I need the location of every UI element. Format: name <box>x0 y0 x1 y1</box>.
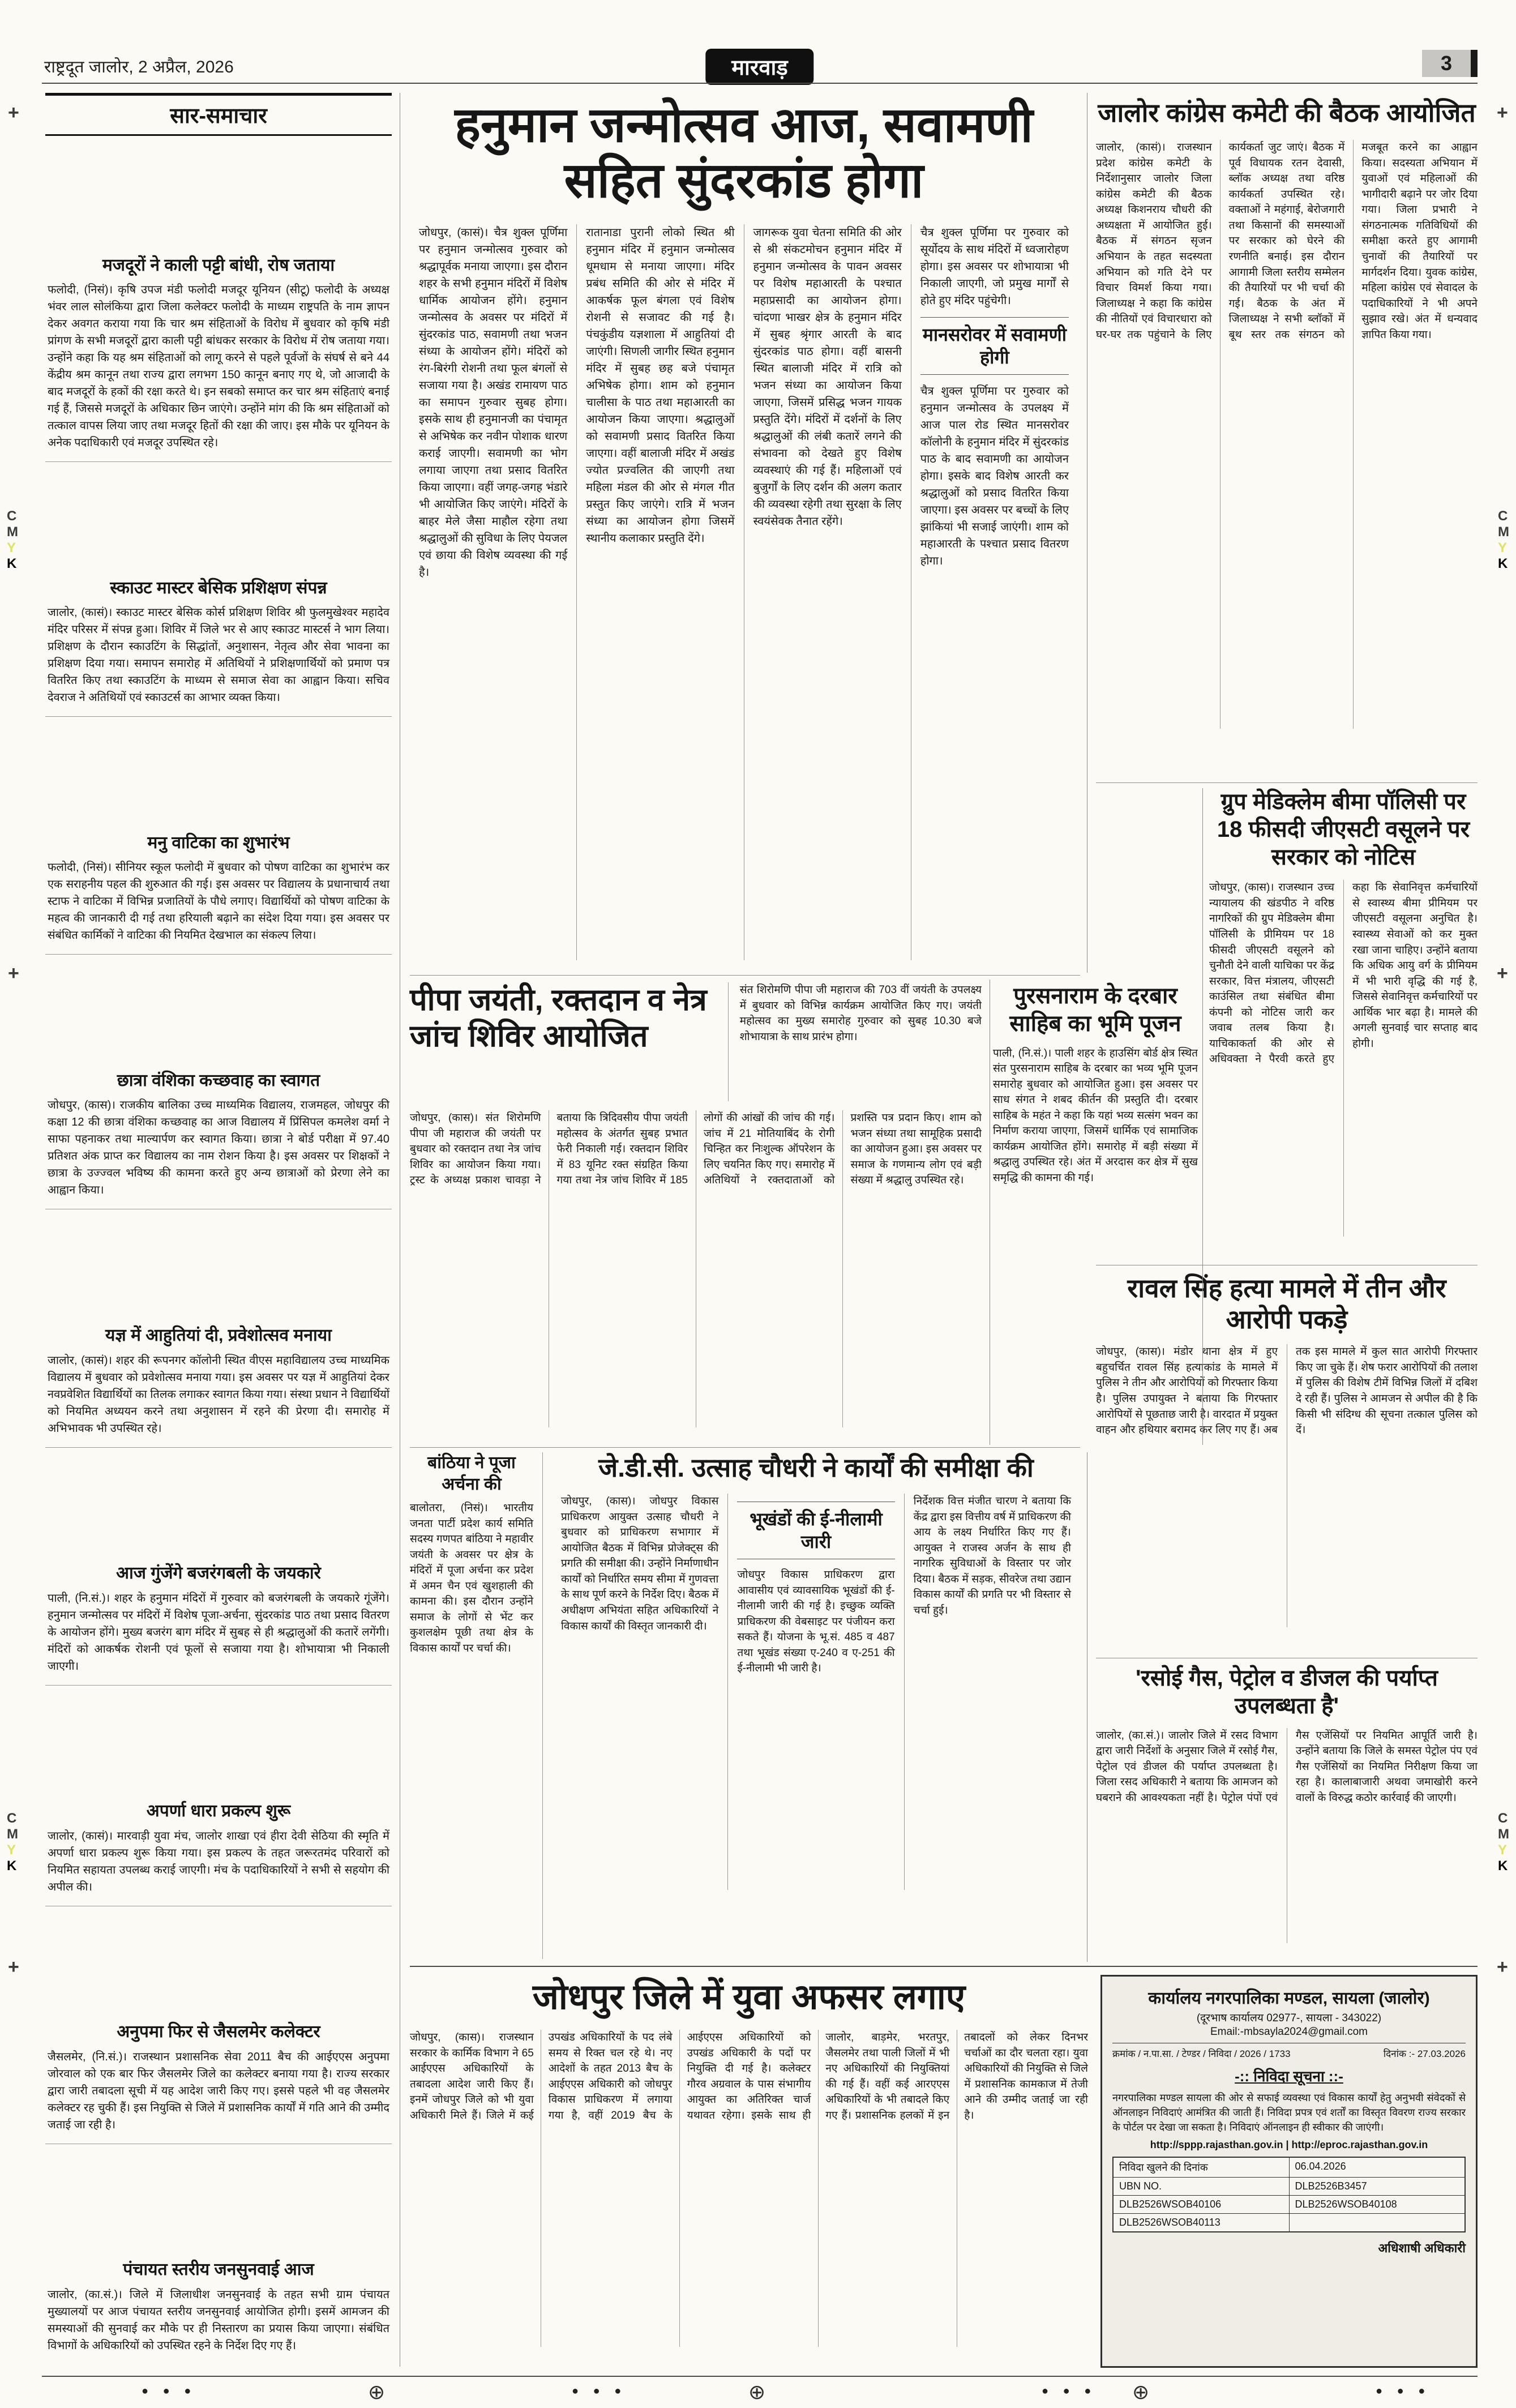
jdc-headline: जे.डी.सी. उत्साह चौधरी ने कार्यों की समीक्षा की <box>598 1453 1034 1482</box>
enilami-headline: भूखंडों की ई-नीलामी जारी <box>737 1502 894 1559</box>
main-article-col-2 <box>576 224 743 960</box>
jdc-col-1 <box>552 1494 727 1890</box>
main-article-col-1 <box>410 224 576 960</box>
registration-cross-icon: + <box>8 1956 19 1978</box>
news-brief <box>45 570 392 717</box>
magenta-mark: M <box>7 1827 18 1842</box>
section-rule <box>410 1966 1478 1967</box>
youth-officers-headline: जोधपुर जिले में युवा अफसर लगाए <box>532 1978 966 2017</box>
jdc-text: निर्देशक वित्त मंजीत चारण ने बताया कि केंद्र द्वारा इस वित्तीय वर्ष में प्राधिकरण की आय के लक्ष्य निर्धारित किए गए हैं। आयुक्त ने राजस्व अर्जन के साथ ही नागरिक सुविधाओं के विस्तार पर जोर दिया। बैठक में सड़क, सीवरेज तथा उद्यान विकास कार्यों की प्रगति पर भी विस्तार से चर्चा हुई। <box>913 1495 1071 1617</box>
rawal-body: जोधपुर, (कास)। मंडोर थाना क्षेत्र में हुए बहुचर्चित रावल सिंह हत्याकांड के मामले में पुलिस ने तीन और आरोपियों को गिरफ्तार किया है। पुलिस उपायुक्त ने बताया कि गिरफ्तार आरोपियों से पूछताछ जारी है। वारदात में प्रयुक्त वाहन और हथियार बरामद कर लिए गए हैं। अब तक इस मामले में कुल सात आरोपी गिरफ्तार किए जा चुके हैं। शेष फरार आरोपियों की तलाश में पुलिस की विशेष टीमें विभिन्न जिलों में दबिश दे रही हैं। पुलिस ने आमजन से अपील की है कि किसी भी संदिग्ध की सूचना तत्काल पुलिस को दें। <box>1096 1346 1478 1436</box>
banthia-headline: बांठिया ने पूजा अर्चना की <box>427 1453 516 1494</box>
ubn-label: UBN NO. <box>1119 2180 1162 2192</box>
main-article-text: जोधपुर, (कासं)। चैत्र शुक्ल पूर्णिमा पर हनुमान जन्मोत्सव गुरुवार को श्रद्धापूर्वक मनाया जाएगा। इस दौरान शहर के सभी हनुमान मंदिरों में विशेष धार्मिक आयोजन होंगे। हनुमान जन्मोत्सव के अवसर पर मंदिरों में सुंदरकांड पाठ, सवामणी तथा भजन संध्या के आयोजन होंगे। मंदिरों को रंग-बिरंगी रोशनी तथा फूल बंगलों से सजाया गया है। अखंड रामायण पाठ का समापन गुरुवार सुबह होगा। इसके साथ ही हनुमानजी का पंचामृत से अभिषेक कर नवीन पोशाक धारण कराई जाएगी। सवामणी का भोग लगाया जाएगा तथा प्रसाद वितरित किया जाएगा। वहीं जगह-जगह भंडारे भी आयोजित किए जाएंगे। मंदिरों के बाहर मेले जैसा माहौल रहेगा तथा श्रद्धालुओं की सुविधा के लिए पेयजल एवं छाया की विशेष व्यवस्था की गई है। <box>419 226 568 579</box>
youth-officers-article <box>410 1977 1088 2367</box>
enilami-text: जोधपुर विकास प्राधिकरण द्वारा आवासीय एवं व्यावसायिक भूखंडों की ई-नीलामी जारी की गई है। इच्छुक व्यक्ति प्राधिकरण की वेबसाइट पर पंजीयन करा सकते हैं। योजना के भू.सं. 485 व 487 तथा भूखंड संख्या ए-240 व ए-251 की ई-नीलामी भी जारी है। <box>737 1569 895 1675</box>
banthia-body: बालोतरा, (निसं)। भारतीय जनता पार्टी प्रदेश कार्य समिति सदस्य गणपत बांठिया ने महावीर जयंती के अवसर पर क्षेत्र के मंदिरों में पूजा अर्चना कर प्रदेश में अमन चैन एवं खुशहाली की कामना की। इस दौरान उन्होंने समाज के लोगों से भेंट कर कुशलक्षेम पूछी तथा क्षेत्र के विकास कार्यों पर चर्चा की। <box>410 1502 533 1654</box>
main-article-text: रातानाडा पुरानी लोको स्थित श्री हनुमान मंदिर में हनुमान जन्मोत्सव धूमधाम से मनाया जाएगा। मंदिर प्रबंध समिति की ओर से मंदिर में आकर्षक फूल बंगला एवं विशेष रोशनी से सजावट की गई है। पंचकुंडीय यज्ञशाला में आहुतियां दी जाएंगी। सिणली जागीर स्थित हनुमान मंदिर में सुबह छह बजे पंचामृत अभिषेक होगा। शाम को हनुमान चालीसा के पाठ तथा महाआरती का आयोजन किया जाएगा। श्रद्धालुओं को सवामणी प्रसाद वितरित किया जाएगा। वहीं बालाजी मंदिर में अखंड ज्योत प्रज्वलित की जाएगी तथा महिला मंडल की ओर से मंगल गीत प्रस्तुत किए जाएंगे। रात्रि में भजन संध्या का आयोजन होगा जिसमें स्थानीय कलाकार प्रस्तुति देंगे। <box>586 226 735 545</box>
news-brief <box>45 1317 392 1448</box>
news-brief <box>45 247 392 463</box>
registration-cross-icon: + <box>1497 963 1508 984</box>
brief-body: पाली, (नि.सं.)। शहर के हनुमान मंदिरों में गुरुवार को बजरंगबली के जयकारे गूंजेंगे। हनुमान जन्मोत्सव पर मंदिरों में विशेष पूजा-अर्चना, सुंदरकांड पाठ तथा प्रसाद वितरण के आयोजन होंगे। मुख्य बजरंग बाग मंदिर में सुबह से ही श्रद्धालुओं की कतारें लगेंगी। मंदिरों को आकर्षक रोशनी एवं फूलों से सजाया गया है। शोभायात्रा भी निकाली जाएगी। <box>48 1592 389 1673</box>
main-article-text: जागरूक युवा चेतना समिति की ओर से श्री संकटमोचन हनुमान मंदिर में हनुमान जन्मोत्सव के पावन अवसर पर विशेष महाआरती के पश्चात महाप्रसादी का आयोजन होगा। चांदणा भाखर क्षेत्र के हनुमान मंदिर में सुबह श्रृंगार आरती के बाद सुंदरकांड पाठ होगा। वहीं बासनी स्थित बालाजी मंदिर में रात्रि को भजन संध्या का आयोजन किया जाएगा, जिसमें प्रसिद्ध भजन गायक प्रस्तुति देंगे। मंदिरों में दर्शनों के लिए श्रद्धालुओं की लंबी कतारें लगने की संभावना को देखते हुए विशेष व्यवस्थाएं की गई हैं। महिलाओं एवं बुजुर्गों के लिए दर्शन की अलग कतार की व्यवस्था रहेगी तथा सुरक्षा के लिए स्वयंसेवक तैनात रहेंगे। <box>753 226 902 528</box>
tender-office: कार्यालय नगरपालिका मण्डल, सायला (जालोर) <box>1148 1989 1430 2008</box>
brief-body: जालोर, (का.सं.)। जिले में जिलाधीश जनसुनवाई के तहत सभी ग्राम पंचायत मुख्यालयों पर आज पंचायत स्तरीय जनसुनवाई आयोजित होगी। इसमें आमजन की समस्याओं की सुनवाई कर मौके पर ही निस्तारण का प्रयास किया जाएगा। संबंधित विभागों के अधिकारियों को उपस्थित रहने के निर्देश दिए गए हैं। <box>48 2288 389 2352</box>
black-mark: K <box>7 1858 17 1874</box>
black-mark: K <box>1498 556 1508 571</box>
pipa-lead: संत शिरोमणि पीपा जी महाराज की 703 वीं जयंती के उपलक्ष्य में बुधवार को विभिन्न कार्यक्रम आयोजित किए गए। जयंती महोत्सव का मुख्य समारोह गुरुवार को सुबह 10.30 बजे शोभायात्रा के साथ प्रारंभ होगा। <box>739 984 982 1043</box>
registration-dots: ● ● ● <box>142 2385 197 2397</box>
brief-body: जालोर, (कासं)। शहर की रूपनगर कॉलोनी स्थित वीएस महाविद्यालय उच्च माध्यमिक विद्यालय में बुधवार को प्रवेशोत्सव मनाया गया। इस अवसर पर यज्ञ में आहुतियां देकर नवप्रवेशित विद्यार्थियों का तिलक लगाकर स्वागत किया गया। संस्था प्रधान ने विद्यार्थियों को नियमित अध्ययन करने तथा अनुशासन में रहने की प्रेरणा दी। समारोह में अभिभावक भी उपस्थित रहे। <box>48 1354 389 1435</box>
cyan-mark: C <box>7 508 17 524</box>
jdc-text: जोधपुर, (कास)। जोधपुर विकास प्राधिकरण आयुक्त उत्साह चौधरी ने बुधवार को प्राधिकरण सभागार में आयोजित बैठक में विभिन्न प्रोजेक्ट्स की प्रगति की समीक्षा की। उन्होंने निर्माणाधीन कार्यों को निर्धारित समय सीमा में गुणवत्ता के साथ पूर्ण करने के निर्देश दिए। बैठक में अधीक्षण अभियंता सहित अधिकारियों ने विकास कार्यों की विस्तृत जानकारी दी। <box>561 1495 719 1632</box>
congress-headline: जालोर कांग्रेस कमेटी की बैठक आयोजित <box>1098 98 1476 127</box>
brief-body: जोधपुर, (कास)। राजकीय बालिका उच्च माध्यमिक विद्यालय, राजमहल, जोधपुर की कक्षा 12 की छात्रा वंशिका कच्छवाह का आज विद्यालय में प्रिंसिपल कमलेश वर्मा ने साफा पहनाकर तथा माल्यार्पण कर स्वागत किया। छात्रा ने बोर्ड परीक्षा में 97.40 प्रतिशत अंक प्राप्त कर विद्यालय का नाम रोशन किया है। इस अवसर पर शिक्षकों ने छात्रा के उज्ज्वल भविष्य की कामना करते हुए अन्य छात्राओं को प्रेरणा लेने का आह्वान किया। <box>48 1099 389 1197</box>
section-rule <box>410 1447 1080 1448</box>
brief-headline: स्काउट मास्टर बेसिक प्रशिक्षण संपन्न <box>110 578 327 597</box>
main-article <box>410 97 1078 969</box>
jdc-col-3 <box>904 1494 1080 1890</box>
main-article-text: चैत्र शुक्ल पूर्णिमा पर गुरुवार को सूर्योदय के साथ मंदिरों में ध्वजारोहण होगा। इस अवसर पर शोभायात्रा भी निकाली जाएगी, जो प्रमुख मार्गों से होते हुए मंदिर पहुंचेगी। <box>920 226 1069 307</box>
masthead <box>42 49 1478 80</box>
registration-target-icon: ⊕ <box>748 2380 766 2403</box>
rawal-article <box>1096 1273 1478 1646</box>
news-brief <box>45 1793 392 1906</box>
registration-cross-icon: + <box>8 102 19 123</box>
column-rule <box>1202 788 1203 1445</box>
tender-email: Email:-mbsayla2024@gmail.com <box>1210 2026 1368 2038</box>
section-rule <box>410 975 1080 976</box>
tender-body: नगरपालिका मण्डल सायला की ओर से सफाई व्यवस्था एवं विकास कार्यों हेतु अनुभवी संवेदकों से ऑनलाइन निविदाएं आमंत्रित की जाती हैं। निविदा प्रपत्र एवं शर्तों का विस्तृत विवरण राज्य सरकार के पोर्टल पर देखा जा सकता है। निविदाएं ऑनलाइन ही स्वीकार की जाएंगी। <box>1112 2092 1466 2133</box>
pipa-article <box>410 982 982 1441</box>
brief-headline: आज गुंजेंगे बजरंगबली के जयकारे <box>116 1564 321 1583</box>
tender-address: (दूरभाष कार्यालय 02977-, सायला - 343022) <box>1196 2012 1382 2024</box>
brief-headline: पंचायत स्तरीय जनसुनवाई आज <box>123 2260 314 2279</box>
mediclaim-headline: ग्रुप मेडिक्लेम बीमा पॉलिसी पर 18 फीसदी जीएसटी वसूलने पर सरकार को नोटिस <box>1217 789 1470 870</box>
news-brief-column <box>45 93 392 2364</box>
cmyk-strip <box>1498 1812 1509 1873</box>
news-brief <box>45 1555 392 1686</box>
main-article-col-4 <box>911 224 1078 960</box>
brief-body: जालोर, (कासं)। स्काउट मास्टर बेसिक कोर्स प्रशिक्षण शिविर श्री फुलमुखेश्वर महादेव मंदिर परिसर में संपन्न हुआ। शिविर में जिले भर से आए स्काउट मास्टर्स ने भाग लिया। प्रशिक्षण के दौरान स्काउटिंग के सिद्धांतों, अनुशासन, नेतृत्व और सेवा भावना का प्रशिक्षण दिया गया। समापन समारोह में अतिथियों ने प्रशिक्षणार्थियों को प्रमाण पत्र वितरित किए तथा स्काउटिंग के माध्यम से समाज सेवा का आह्वान किया। सचिव देवराज ने अतिथियों एवं स्काउटर्स का आभार व्यक्त किया। <box>48 606 389 704</box>
cmyk-strip <box>7 510 18 571</box>
tender-title: -:: निविदा सूचना ::- <box>1235 2068 1343 2085</box>
magenta-mark: M <box>1498 524 1509 540</box>
sub-article-text: चैत्र शुक्ल पूर्णिमा पर गुरुवार को हनुमान जन्मोत्सव के उपलक्ष्य में आज पाल रोड स्थित मानसरोवर कॉलोनी के हनुमान मंदिर में सुंदरकांड पाठ के बाद सवामणी का आयोजन होगा। इसके बाद विशेष आरती कर श्रद्धालुओं को प्रसाद वितरित किया जाएगा। इस अवसर पर बच्चों के लिए झांकियां भी सजाई जाएंगी। शाम को महाआरती के पश्चात प्रसाद वितरण होगा। <box>920 385 1069 568</box>
tender-table <box>1112 2157 1466 2232</box>
yellow-mark: Y <box>1498 1842 1508 1858</box>
registration-target-icon: ⊕ <box>368 2380 386 2403</box>
pipa-headline: पीपा जयंती, रक्तदान व नेत्र जांच शिविर आयोजित <box>410 983 707 1053</box>
section-header: सार-समाचार <box>45 93 392 136</box>
mediclaim-body: जोधपुर, (कास)। राजस्थान उच्च न्यायालय की खंडपीठ ने वरिष्ठ नागरिकों की ग्रुप मेडिक्लेम बीमा पॉलिसी के प्रीमियम पर 18 फीसदी जीएसटी वसूलने को चुनौती देने वाली याचिका पर केंद्र सरकार, वित्त मंत्रालय, जीएसटी काउंसिल तथा संबंधित बीमा कंपनी को नोटिस जारी कर जवाब तलब किया है। याचिकाकर्ता की ओर से अधिवक्ता ने पैरवी करते हुए कहा कि सेवानिवृत्त कर्मचारियों से स्वास्थ्य बीमा प्रीमियम पर जीएसटी वसूलना अनुचित है। स्वास्थ्य सेवाओं को कर मुक्त रखा जाना चाहिए। उन्होंने बताया कि अधिक आयु वर्ग के प्रीमियम में भी भारी वृद्धि की गई है, जिससे सेवानिवृत्त कर्मचारियों पर आर्थिक भार बढ़ा है। मामले की अगली सुनवाई चार सप्ताह बाद होगी। <box>1209 882 1478 1066</box>
ubn-number: DLB2526WSOB40108 <box>1289 2196 1465 2213</box>
magenta-mark: M <box>1498 1827 1509 1842</box>
news-brief <box>45 2251 392 2364</box>
footer-rule <box>42 2376 1478 2377</box>
magenta-mark: M <box>7 524 18 540</box>
tender-signature: अधिशाषी अधिकारी <box>1378 2241 1466 2256</box>
news-brief <box>45 2013 392 2144</box>
brief-headline: छात्रा वंशिका कच्छवाह का स्वागत <box>117 1071 320 1090</box>
registration-cross-icon: + <box>1497 1956 1508 1978</box>
pursanaram-body: पाली, (नि.सं.)। पाली शहर के हाउसिंग बोर्ड क्षेत्र स्थित संत पुरसनाराम साहिब के दरबार का भव्य भूमि पूजन समारोह बुधवार को आयोजित हुआ। इस अवसर पर साध संगत ने शबद कीर्तन की प्रस्तुति दी। दरबार साहिब के महंत ने कहा कि यहां भव्य सत्संग भवन का निर्माण कराया जाएगा, जिसमें धार्मिक एवं सामाजिक कार्यक्रम आयोजित होंगे। समारोह में बड़ी संख्या में श्रद्धालु उपस्थित रहे। अंत में अरदास कर क्षेत्र में सुख समृद्धि की कामना की गई। <box>993 1047 1198 1184</box>
registration-cross-icon: + <box>8 963 19 984</box>
brief-headline: अपर्णा धारा प्रकल्प शुरू <box>146 1802 291 1821</box>
brief-body: जैसलमेर, (नि.सं.)। राजस्थान प्रशासनिक सेवा 2011 बैच की आईएएस अनुपमा जोरवाल को एक बार फिर जैसलमेर जिले का कलेक्टर बनाया गया है। राज्य सरकार द्वारा जारी तबादला सूची में यह आदेश जारी किए गए। इससे पहले भी वह जैसलमेर कलेक्टर रह चुकी हैं। इस नियुक्ति से जिले में प्रशासनिक कार्यों में गति आने की उम्मीद जताई जा रही है। <box>48 2050 389 2131</box>
ubn-number: DLB2526WSOB40106 <box>1119 2199 1222 2210</box>
registration-dots: ● ● ● <box>572 2385 627 2397</box>
pipa-body: जोधपुर, (कास)। संत शिरोमणि पीपा जी महाराज की जयंती पर बुधवार को रक्तदान तथा नेत्र जांच शिविर का आयोजन किया गया। ट्रस्ट के अध्यक्ष प्रकाश चावड़ा ने बताया कि त्रिदिवसीय पीपा जयंती महोत्सव के अंतर्गत सुबह प्रभात फेरी निकाली गई। रक्तदान शिविर में 83 यूनिट रक्त संग्रहित किया गया तथा नेत्र जांच शिविर में 185 लोगों की आंखों की जांच की गई। जांच में 21 मोतियाबिंद के रोगी चिन्हित कर निःशुल्क ऑपरेशन के लिए चयनित किए गए। समारोह में अतिथियों ने रक्तदाताओं को प्रशस्ति पत्र प्रदान किए। शाम को भजन संध्या तथा सामूहिक प्रसादी का आयोजन हुआ। इस अवसर पर समाज के गणमान्य लोग एवं बड़ी संख्या में श्रद्धालु उपस्थित रहे। <box>410 1112 982 1187</box>
registration-dots: ● ● ● <box>1376 2385 1431 2397</box>
brief-headline: अनुपमा फिर से जैसलमेर कलेक्टर <box>117 2022 320 2042</box>
mediclaim-article <box>1209 788 1478 1258</box>
congress-article <box>1096 97 1478 777</box>
rasoi-article <box>1096 1665 1478 1959</box>
sub-article-headline: मानसरोवर में सवामणी होगी <box>920 317 1069 375</box>
brief-headline: यज्ञ में आहुतियां दी, प्रवेशोत्सव मनाया <box>105 1326 332 1345</box>
registration-dots: ● ● ● <box>1042 2385 1097 2397</box>
black-mark: K <box>1498 1858 1508 1874</box>
region-title: मारवाड़ <box>705 49 813 85</box>
youth-officers-body: जोधपुर, (कास)। राजस्थान सरकार के कार्मिक विभाग ने 65 आईएएस अधिकारियों के तबादला आदेश जारी किए हैं। इनमें जोधपुर जिले को भी युवा अधिकारी मिले हैं। जिले में कई उपखंड अधिकारियों के पद लंबे समय से रिक्त चल रहे थे। नए आदेशों के तहत 2013 बैच के आईएएस अधिकारी को जोधपुर विकास प्राधिकरण में लगाया गया है, वहीं 2019 बैच के आईएएस अधिकारियों को उपखंड अधिकारी के पदों पर नियुक्ति दी गई है। कलेक्टर गौरव अग्रवाल के पास संभागीय आयुक्त का अतिरिक्त चार्ज यथावत रहेगा। इसके साथ ही जालोर, बाड़मेर, भरतपुर, जैसलमेर तथा पाली जिलों में भी नए अधिकारियों की नियुक्तियां की गई हैं। वहीं कई आरएएस अधिकारियों के भी तबादले किए गए हैं। प्रशासनिक हलकों में इन तबादलों को लेकर दिनभर चर्चाओं का दौर चलता रहा। युवा अधिकारियों की नियुक्ति से जिले में प्रशासनिक कामकाज में तेजी आने की उम्मीद जताई जा रही है। <box>410 2031 1088 2122</box>
rasoi-headline: 'रसोई गैस, पेट्रोल व डीजल की पर्याप्त उपलब्धता है' <box>1136 1666 1438 1718</box>
ubn-code: DLB2526B3457 <box>1289 2178 1465 2195</box>
congress-body: जालोर, (कासं)। राजस्थान प्रदेश कांग्रेस कमेटी के निर्देशानुसार जालोर जिला कांग्रेस कमेटी की बैठक अध्यक्ष किशनराय चौधरी की अध्यक्षता में आयोजित हुई। बैठक में संगठन सृजन अभियान के तहत सदस्यता अभियान को गति देने पर विचार विमर्श किया गया। जिलाध्यक्ष ने कहा कि कांग्रेस की नीतियों एवं विचारधारा को घर-घर तक पहुंचाने के लिए कार्यकर्ता जुट जाएं। बैठक में पूर्व विधायक रतन देवासी, ब्लॉक अध्यक्ष तथा वरिष्ठ कार्यकर्ता उपस्थित रहे। वक्ताओं ने महंगाई, बेरोजगारी तथा किसानों की समस्याओं पर सरकार को घेरने की रणनीति बनाई। इस दौरान आगामी जिला स्तरीय सम्मेलन की तैयारियों पर भी चर्चा की गई। बैठक के अंत में जिलाध्यक्ष ने सभी ब्लॉकों में बूथ स्तर तक संगठन को मजबूत करने का आह्वान किया। सदस्यता अभियान में युवाओं एवं महिलाओं की भागीदारी बढ़ाने पर जोर दिया गया। जिला प्रभारी ने संगठनात्मक गतिविधियों की समीक्षा करते हुए आगामी चुनावों की तैयारियों पर मार्गदर्शन दिया। युवक कांग्रेस, महिला कांग्रेस एवं सेवादल के पदाधिकारियों ने भी अपने सुझाव रखे। अंत में धन्यवाद ज्ञापित किया गया। <box>1096 142 1478 341</box>
tender-portal-links: http://sppp.rajasthan.gov.in | http://eproc.rajasthan.gov.in <box>1150 2139 1428 2151</box>
yellow-mark: Y <box>7 1842 16 1858</box>
cmyk-strip <box>7 1812 18 1873</box>
tender-ref: क्रमांक / न.पा.सा. / टेण्डर / निविदा / 2026 / 1733 <box>1112 2048 1291 2059</box>
page-number: 3 <box>1422 50 1478 77</box>
main-headline: हनुमान जन्मोत्सव आज, सवामणी सहित सुंदरकांड होगा <box>455 98 1033 208</box>
jdc-article <box>543 1452 1080 1959</box>
brief-body: जालोर, (कासं)। मारवाड़ी युवा मंच, जालोर शाखा एवं हीरा देवी सेठिया की स्मृति में अपर्णा धारा प्रकल्प शुरू किया गया। इस प्रकल्प के तहत जरूरतमंद परिवारों को नियमित सहायता उपलब्ध कराई जाएगी। मंच के पदाधिकारियों ने सभी से सहयोग की अपील की। <box>48 1829 389 1893</box>
jdc-col-2 <box>727 1494 903 1890</box>
news-brief <box>45 824 392 955</box>
ubn-number: DLB2526WSOB40113 <box>1119 2217 1220 2229</box>
jdc-band <box>410 1452 1080 1959</box>
news-brief <box>45 1062 392 1210</box>
tender-open-date: 06.04.2026 <box>1289 2158 1465 2177</box>
rasoi-body: जालोर, (का.सं.)। जालोर जिले में रसद विभाग द्वारा जारी निर्देशों के अनुसार जिले में रसोई गैस, पेट्रोल एवं डीजल की पर्याप्त उपलब्धता है। जिला रसद अधिकारी ने बताया कि आमजन को घबराने की आवश्यकता नहीं है। पेट्रोल पंपों एवं गैस एजेंसियों पर नियमित आपूर्ति जारी है। उन्होंने बताया कि जिले के समस्त पेट्रोल पंप एवं गैस एजेंसियों का नियमित निरीक्षण किया जा रहा है। कालाबाजारी अथवा जमाखोरी करने वालों के विरुद्ध कठोर कार्रवाई की जाएगी। <box>1096 1729 1478 1804</box>
rawal-headline: रावल सिंह हत्या मामले में तीन और आरोपी पकड़े <box>1127 1273 1446 1335</box>
brief-headline: मनु वाटिका का शुभारंभ <box>147 833 290 852</box>
tender-date: दिनांक :- 27.03.2026 <box>1383 2048 1466 2059</box>
banthia-article <box>410 1452 543 1959</box>
section-rule <box>1096 782 1478 783</box>
brief-headline: मजदूरों ने काली पट्टी बांधी, रोष जताया <box>102 255 335 275</box>
black-mark: K <box>7 556 17 571</box>
main-article-col-3 <box>744 224 911 960</box>
brief-body: फलोदी, (निसं)। कृषि उपज मंडी फलोदी मजदूर यूनियन (सीटू) फलोदी के अध्यक्ष भंवर लाल सोलंकिया द्वारा जिला कलेक्टर फलोदी के माध्यम राष्ट्रपति के नाम ज्ञापन देकर अवगत कराया गया कि चार श्रम संहिताओं के विरोध में बुधवार को कृषि मंडी प्रांगण के सभी मजदूरों द्वारा काली पट्टी बांधकर सरकार के विरोध में रोष जताया गया। उन्होंने कहा कि यह श्रम संहिताओं को लागू करने से पहले पूर्वजों के संघर्ष से बने 44 केंद्रीय श्रम कानून तथा राज्य द्वारा लगभग 150 कानून बनाए गए थे, जो आजादी के बाद मजदूरों के हकों की रक्षा करते थे। इन सबको समाप्त कर चार श्रम संहिताएं बनाई गई हैं, जिससे मजदूरों के अधिकार छिन जाएंगे। उन्होंने मांग की कि श्रम संहिताओं को तत्काल वापस लिया जाए तथा मजदूर हितों की रक्षा की जाए। इस मौके पर यूनियन के अनेक पदाधिकारी एवं मजदूर उपस्थित रहे। <box>48 284 389 450</box>
yellow-mark: Y <box>1498 540 1508 555</box>
tender-notice-box <box>1100 1975 1478 2368</box>
masthead-divider <box>42 83 1478 84</box>
edition-dateline: राष्ट्रदूत जालोर, 2 अप्रैल, 2026 <box>44 58 234 76</box>
registration-target-icon: ⊕ <box>1132 2380 1150 2403</box>
pursanaram-headline: पुरसनाराम के दरबार साहिब का भूमि पूजन <box>1009 983 1181 1036</box>
yellow-mark: Y <box>7 540 16 555</box>
cyan-mark: C <box>1498 1811 1508 1826</box>
empty-cell <box>1289 2214 1465 2231</box>
brief-body: फलोदी, (निसं)। सीनियर स्कूल फलोदी में बुधवार को पोषण वाटिका का शुभारंभ कर एक सराहनीय पहल की शुरुआत की गई। इस अवसर पर विद्यालय के प्रधानाचार्य तथा स्टाफ ने वाटिका में विभिन्न प्रजातियों के पौधे लगाए। विद्यार्थियों को पोषण वाटिका के महत्व की जानकारी दी गई तथा हरियाली बढ़ाने का संदेश दिया गया। इस अवसर पर संबंधित कार्मिकों ने वाटिका की नियमित देखभाल का संकल्प लिया। <box>48 861 389 942</box>
tender-open-date-label: निविदा खुलने की दिनांक <box>1119 2162 1208 2174</box>
registration-cross-icon: + <box>1497 102 1508 123</box>
cyan-mark: C <box>1498 508 1508 524</box>
cyan-mark: C <box>7 1811 17 1826</box>
cmyk-strip <box>1498 510 1509 571</box>
